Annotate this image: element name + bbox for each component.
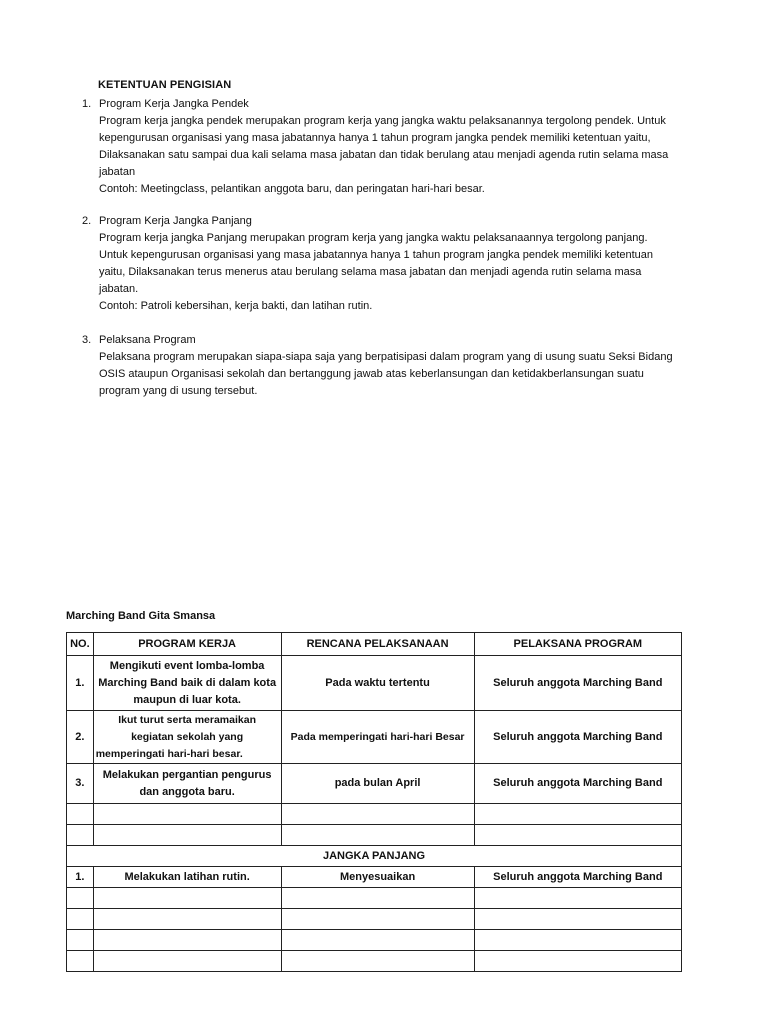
long-term-band-row [67,846,682,867]
section-line: Program kerja jangka Panjang merupakan program kerja yang jangka waktu pelaksanaannya tergolong panjang. [99,232,648,245]
section-title: Pelaksana Program [99,334,196,346]
empty-cell [281,825,474,846]
section-line: Pelaksana program merupakan siapa-siapa saja yang berpatisipasi dalam program yang di usung suatu Seksi Bidang [99,351,673,364]
empty-cell [93,804,281,825]
cell-no: 1. [67,656,94,711]
empty-cell [67,930,94,951]
section-line: kepengurusan organisasi yang masa jabatannya hanya 1 tahun program jangka pendek memiliki ketentuan yaitu, [99,132,651,145]
table-row-empty [67,930,682,951]
cell-program: Mengikuti event lomba-lomba Marching Band baik di dalam kota maupun di luar kota. [93,656,281,711]
section-line: jabatan [99,166,136,179]
empty-cell [281,909,474,930]
cell-pelaksana: Seluruh anggota Marching Band [474,867,681,888]
section-line: Untuk kepengurusan organisasi yang masa jabatannya hanya 1 tahun program jangka pendek memiliki ketentuan [99,249,654,262]
empty-cell [474,825,681,846]
cell-rencana: Pada waktu tertentu [281,656,474,711]
section-line: yaitu, Dilaksanakan terus menerus atau berulang selama masa jabatan dan menjadi agenda rutin selama masa [99,266,642,279]
empty-cell [281,804,474,825]
section-long-term [78,213,704,316]
empty-cell [281,888,474,909]
cell-rencana: Pada memperingati hari-hari Besar [281,711,474,764]
section-title: Program Kerja Jangka Panjang [99,215,252,227]
long-term-label: JANGKA PANJANG [67,846,682,867]
cell-program: Ikut turut serta meramaikan kegiatan sekolah yang memperingati hari-hari besar. [93,711,281,764]
empty-cell [93,951,281,972]
empty-cell [474,930,681,951]
section-example: Contoh: Meetingclass, pelantikan anggota baru, dan peringatan hari-hari besar. [99,183,485,196]
table-row-empty [67,825,682,846]
empty-cell [67,909,94,930]
header-pelaksana: PELAKSANA PROGRAM [474,633,681,656]
page-heading: KETENTUAN PENGISIAN [98,79,232,91]
table-header-row [67,633,682,656]
empty-cell [93,930,281,951]
header-program: PROGRAM KERJA [93,633,281,656]
empty-cell [474,804,681,825]
empty-cell [67,825,94,846]
section-number: 1. [82,98,92,110]
empty-cell [93,888,281,909]
header-rencana: RENCANA PELAKSANAAN [281,633,474,656]
empty-cell [474,909,681,930]
table-row-empty [67,909,682,930]
cell-pelaksana: Seluruh anggota Marching Band [474,656,681,711]
cell-pelaksana: Seluruh anggota Marching Band [474,764,681,804]
empty-cell [67,888,94,909]
empty-cell [67,804,94,825]
cell-program: Melakukan latihan rutin. [93,867,281,888]
table-row [67,711,682,764]
empty-cell [474,888,681,909]
table-row [67,656,682,711]
section-line: Dilaksanakan satu sampai dua kali selama masa jabatan dan tidak berulang atau menjadi agenda rutin selama masa [99,149,669,162]
empty-cell [93,825,281,846]
table-title: Marching Band Gita Smansa [66,610,216,622]
empty-cell [474,951,681,972]
section-title: Program Kerja Jangka Pendek [99,98,249,110]
empty-cell [281,951,474,972]
empty-cell [67,951,94,972]
section-line: Program kerja jangka pendek merupakan program kerja yang jangka waktu pelaksanannya tergolong pendek. Untuk [99,115,666,128]
empty-cell [281,930,474,951]
section-line: OSIS ataupun Organisasi sekolah dan bertanggung jawab atas keberlansungan dan ketidakberlansungan suatu [99,368,644,381]
section-executor [78,332,704,400]
section-short-term [78,96,704,199]
cell-rencana: pada bulan April [281,764,474,804]
cell-no: 1. [67,867,94,888]
empty-cell [93,909,281,930]
table-row-empty [67,951,682,972]
section-line: program yang di usung tersebut. [99,385,258,398]
header-no: NO. [67,633,94,656]
section-line: jabatan. [99,283,139,296]
program-table [66,632,682,972]
cell-pelaksana: Seluruh anggota Marching Band [474,711,681,764]
table-row-empty [67,804,682,825]
cell-no: 3. [67,764,94,804]
table-row [67,867,682,888]
cell-no: 2. [67,711,94,764]
section-example: Contoh: Patroli kebersihan, kerja bakti, dan latihan rutin. [99,300,373,313]
cell-program: Melakukan pergantian pengurus dan anggota baru. [93,764,281,804]
section-number: 3. [82,334,92,346]
table-row [67,764,682,804]
table-row-empty [67,888,682,909]
cell-rencana: Menyesuaikan [281,867,474,888]
section-number: 2. [82,215,92,227]
